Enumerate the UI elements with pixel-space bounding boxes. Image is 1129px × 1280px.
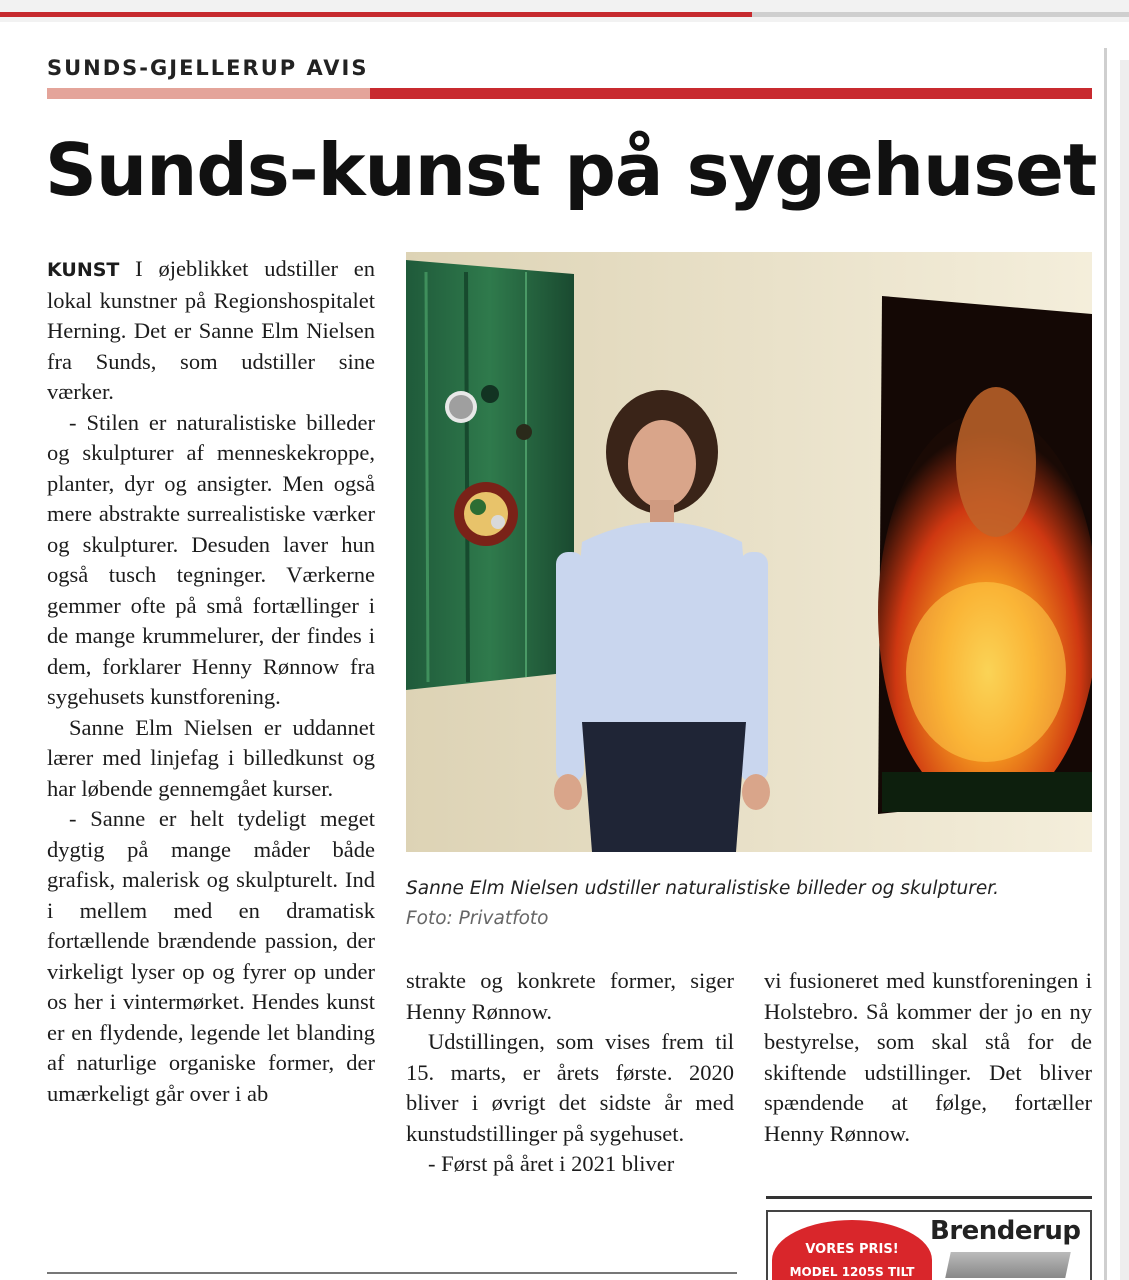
advertisement[interactable] <box>766 1210 1092 1280</box>
progress-bar-grey <box>752 12 1129 17</box>
article-column-3 <box>764 966 1092 1149</box>
browser-top-bar <box>0 0 1129 22</box>
ad-top-rule <box>766 1196 1092 1199</box>
ad-promo-badge <box>772 1220 932 1280</box>
green-painting <box>406 260 574 690</box>
paragraph-text: I øjeblikket udstiller en lokal kunstner på Regionshospitalet Herning. Det er Sanne Elm Nielsen fra Sunds, som udstiller sine værker. <box>47 256 375 404</box>
paragraph: Sanne Elm Nielsen er uddannet lærer med linjefag i billedkunst og har løbende gennemgået kurser. <box>47 714 375 801</box>
article-photo <box>406 252 1092 852</box>
publication-name: SUNDS-GJELLERUP AVIS <box>47 56 369 80</box>
paragraph: vi fusioneret med kunstforeningen i Holstebro. Så kommer der jo en ny bestyrelse, som skal stå for de skiftende udstillinger. Det bliver spændende at følge, fortæller Henny Rønnow. <box>764 968 1092 1146</box>
photo-illustration <box>406 252 1092 852</box>
page-edge <box>1104 48 1107 1280</box>
header-rule-pink <box>47 88 370 99</box>
fire-painting <box>878 296 1092 814</box>
caption-text: Sanne Elm Nielsen udstiller naturalistiske billeder og skulpturer. <box>406 878 1000 899</box>
ad-promo-line2: MODEL 1205S TILT <box>789 1265 915 1279</box>
paragraph: - Sanne er helt tydeligt meget dygtig på mange måder både grafisk, malerisk og skulpturelt. Ind i mellem med en dramatisk fortællende brændende passion, der virkeligt lyser op og fyrer op under os her i vintermørket. Hendes kunst er en flydende, legende let blanding af naturlige organiske former, der umærkeligt går over i ab <box>47 806 375 1106</box>
paragraph: - Først på året i 2021 bliver <box>428 1151 675 1176</box>
article-column-2 <box>406 966 734 1180</box>
photo-caption <box>406 874 1046 934</box>
bottom-rule <box>47 1272 737 1274</box>
trailer-image <box>945 1252 1071 1278</box>
paragraph <box>47 254 375 408</box>
paragraph: - Stilen er naturalistiske billeder og skulpturer af menneskekroppe, planter, dyr og ansigter. Men også mere abstrakte surrealistiske værker og skulpturer. Desuden laver hun også tusch tegninger. Værkerne gemmer ofte på små fortællinger i de mange krummelurer, der findes i dem, forklarer Henny Rønnow fra sygehusets kunstforening. <box>47 409 375 709</box>
ad-brand-logo: Brenderup <box>930 1216 1081 1246</box>
ad-promo-line1: VORES PRIS! <box>805 1242 899 1257</box>
next-page-edge <box>1120 60 1129 1280</box>
paragraph: Udstillingen, som vises frem til 15. marts, er årets første. 2020 bliver i øvrigt det sidste år med kunstudstillinger på sygehuset. <box>406 1029 734 1146</box>
article-kicker: KUNST <box>47 259 120 281</box>
article-headline: Sunds-kunst på sygehuset <box>45 128 1097 212</box>
paragraph: strakte og konkrete former, siger Henny Rønnow. <box>406 968 734 1024</box>
header-rule-red <box>370 88 1092 99</box>
progress-bar-red <box>0 12 752 17</box>
photo-credit: Foto: Privatfoto <box>406 908 549 929</box>
article-column-1 <box>47 254 375 1109</box>
